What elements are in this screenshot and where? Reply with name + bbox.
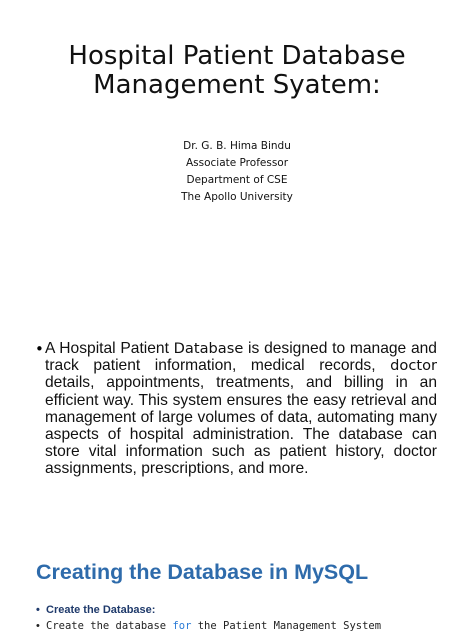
code-text-before: Create the database [46,620,173,632]
list-bullet: • [36,604,40,616]
author-university: The Apollo University [181,191,293,203]
intro-text-1: A Hospital Patient [45,340,174,357]
author-name: Dr. G. B. Hima Bindu [183,140,291,152]
list-bullet: • [36,620,40,632]
author-department: Department of CSE [186,174,288,186]
list-item [36,620,466,636]
author-block [0,138,474,206]
slide-title [20,42,454,100]
list-item [36,604,466,620]
intro-paragraph [45,340,437,478]
intro-text-3: details, appointments, treatments, and billing in an efficient way. This system ensures the easy retrieval and management of large volumes of data, automating many aspects of hospital administration. The database can store vital information such as patient history, doctor assignments, prescriptions, and more. [45,374,437,478]
code-text-after: the Patient Management System [191,620,382,632]
intro-term-database: Database [173,340,244,357]
section-heading: Creating the Database in MySQL [36,560,369,584]
title-slide [0,0,474,300]
steps-list [36,604,466,636]
intro-text-2: is designed to manage and track patient information, medical records, [45,340,437,375]
title-line-2: Management Syatem: [93,70,381,100]
intro-bullet: • [35,340,44,358]
list-item-text: Create the Database: [46,604,156,616]
author-position: Associate Professor [185,157,289,169]
title-line-1: Hospital Patient Database [68,41,406,71]
code-keyword: for [172,620,192,632]
intro-term-doctor: doctor [390,357,437,375]
